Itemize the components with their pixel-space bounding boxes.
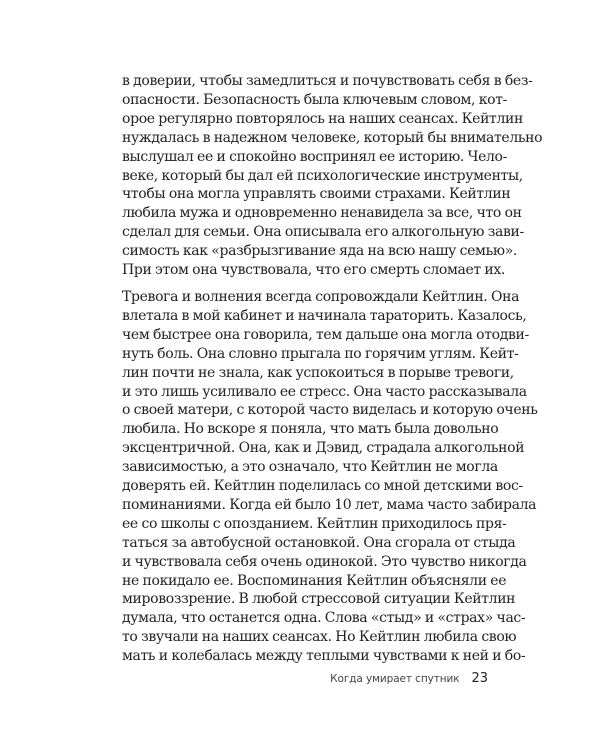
text-line: и это лишь усиливало ее стресс. Она часто рассказывала (122, 383, 527, 400)
text-line: ее со школы с опозданием. Кейтлин приходилось пря- (122, 515, 507, 532)
text-line: нуждалась в надежном человеке, который бы внимательно (122, 129, 543, 146)
text-line: симость как «разбрызгивание яда на всю нашу семью». (122, 243, 518, 260)
text-line: о своей матери, с которой часто виделась и которую очень (122, 402, 538, 419)
text-line: чтобы она могла управлять своими страхами. Кейтлин (122, 186, 511, 203)
text-line: мировоззрение. В любой стрессовой ситуации Кейтлин (122, 591, 516, 608)
text-line: мать и колебалась между теплыми чувствами к ней и бо- (122, 648, 526, 665)
text-line: Тревога и волнения всегда сопровождали Кейтлин. Она (122, 288, 520, 305)
page-number: 23 (471, 671, 488, 686)
text-line: любила мужа и одновременно ненавидела за все, что он (122, 205, 522, 222)
text-line: лин почти не знала, как успокоиться в порыве тревоги, (122, 364, 514, 381)
text-line: эксцентричной. Она, как и Дэвид, страдала алкогольной (122, 440, 525, 457)
text-line: поминаниями. Когда ей было 10 лет, мама часто забирала (122, 496, 537, 513)
text-line: зависимостью, а это означало, что Кейтлин не могла (122, 459, 498, 476)
text-line: думала, что останется одна. Слова «стыд» и «страх» час- (122, 610, 526, 627)
text-line: в доверии, чтобы замедлиться и почувствовать себя в без- (122, 73, 533, 89)
text-line: то звучали на наших сеансах. Но Кейтлин любила свою (122, 629, 517, 646)
body-text (122, 72, 543, 666)
text-line: выслушал ее и спокойно воспринял ее историю. Чело- (122, 148, 508, 165)
page-footer (330, 671, 488, 686)
running-footer-title: Когда умирает спутник (330, 673, 460, 685)
text-line: влетала в мой кабинет и начинала тараторить. Казалось, (122, 307, 527, 324)
paragraph-1 (122, 72, 543, 280)
paragraph-2 (122, 288, 538, 666)
text-line: нуть боль. Она словно прыгала по горячим углям. Кейт- (122, 345, 519, 362)
text-line: чем быстрее она говорила, тем дальше она могла отодви- (122, 326, 529, 343)
text-line: таться за автобусной остановкой. Она сгорала от стыда (122, 534, 516, 551)
text-line: любила. Но вскоре я поняла, что мать была довольно (122, 421, 499, 438)
text-line: При этом она чувствовала, что его смерть сломает их. (122, 262, 506, 279)
text-line: сделал для семьи. Она описывала его алкогольную зави- (122, 224, 524, 241)
text-line: и чувствовала себя очень одинокой. Это чувство никогда (122, 553, 527, 570)
text-line: орое регулярно повторялось на наших сеансах. Кейтлин (122, 110, 523, 127)
text-line: не покидало ее. Воспоминания Кейтлин объясняли ее (122, 572, 507, 589)
text-line: опасности. Безопасность была ключевым словом, кот- (122, 91, 508, 108)
text-line: доверять ей. Кейтлин поделилась со мной детскими вос- (122, 478, 523, 495)
text-line: веке, который бы дал ей психологические инструменты, (122, 167, 523, 184)
